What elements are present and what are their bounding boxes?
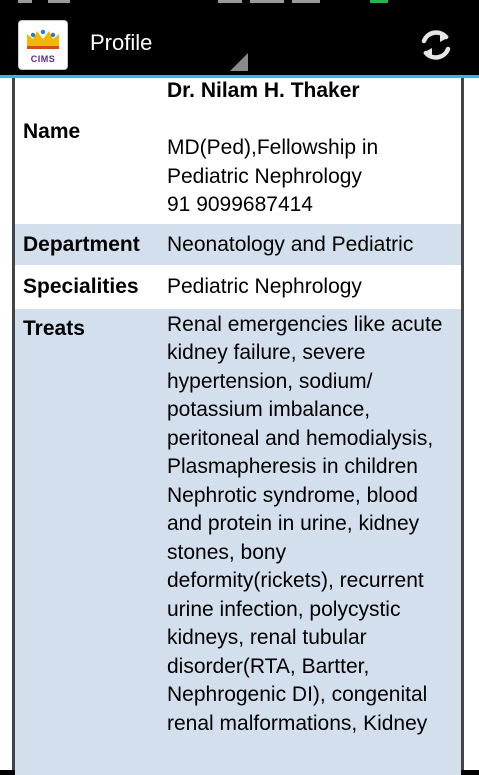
specialities-label: Specialities <box>23 275 139 298</box>
treats-row <box>15 309 461 775</box>
wifi-icon <box>370 0 388 3</box>
battery-icon <box>250 0 284 3</box>
department-value: Neonatology and Pediatric <box>159 224 461 266</box>
name-value <box>159 78 461 224</box>
profile-content[interactable] <box>0 78 479 770</box>
specialities-value: Pediatric Nephrology <box>167 275 362 298</box>
status-icon <box>218 0 242 3</box>
page-title: Profile <box>90 30 153 55</box>
action-bar <box>0 8 479 78</box>
status-icon <box>48 0 70 3</box>
treats-label: Treats <box>15 309 159 775</box>
logo-text: CIMS <box>30 54 56 64</box>
specialities-row <box>15 265 461 309</box>
signal-icon <box>292 0 320 3</box>
treats-value: Renal emergencies like acute kidney failure, severe hypertension, sodium/ potassium imbalance, peritoneal and hemodialysis, Plasmapheresis in children Nephrotic syndrome, blood and protein in urine, kidney stones, bony deformity(rickets), recurrent urine infection, polycystic kidneys, renal tubular disorder(RTA, Bartter, Nephrogenic DI), congenital renal malformations, Kidney <box>159 309 461 775</box>
department-row <box>15 224 461 266</box>
status-bar <box>0 0 479 8</box>
profile-table <box>15 78 461 775</box>
dropdown-indicator-icon[interactable] <box>230 53 248 71</box>
app-logo[interactable] <box>18 20 68 70</box>
profile-table-frame <box>12 78 464 770</box>
status-icon <box>18 0 32 3</box>
phone-number[interactable]: 91 9099687414 <box>167 193 313 216</box>
qualification: MD(Ped),Fellowship in Pediatric Nephrology <box>167 136 379 188</box>
doctor-name: Dr. Nilam H. Thaker <box>167 79 360 102</box>
department-label: Department <box>15 224 159 266</box>
name-label: Name <box>23 120 81 143</box>
crown-icon <box>24 26 62 52</box>
name-row <box>15 78 461 224</box>
refresh-icon[interactable] <box>416 25 456 65</box>
